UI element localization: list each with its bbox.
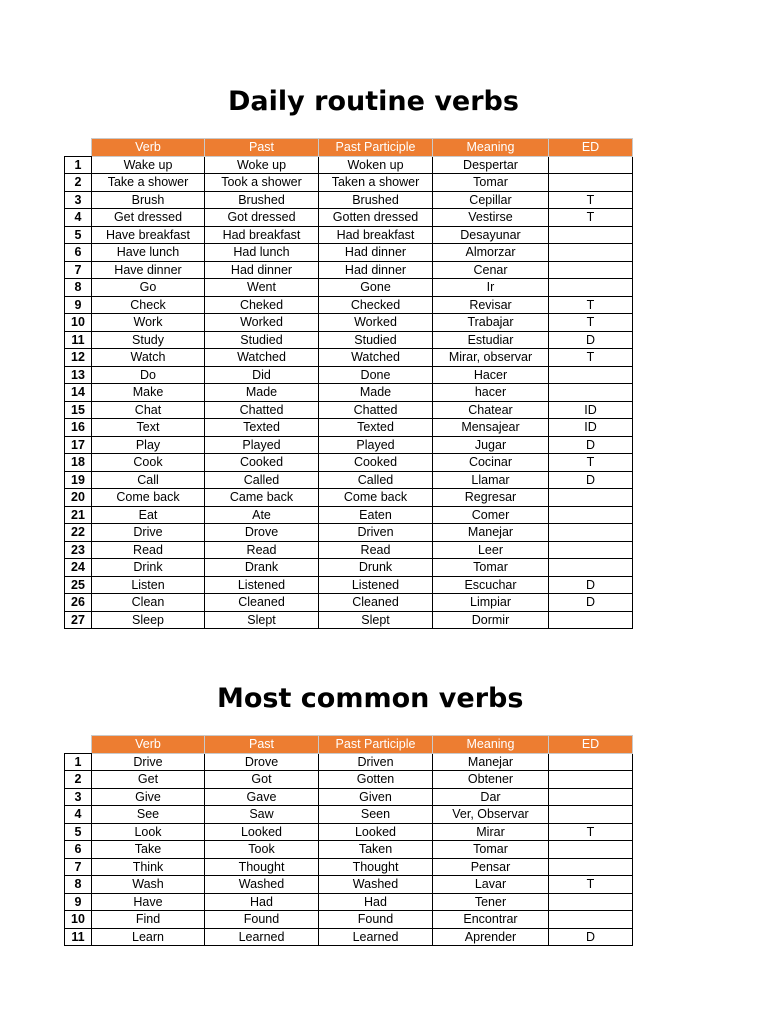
table-row — [65, 261, 633, 279]
row-number: 5 — [65, 823, 92, 841]
cell-meaning: Lavar — [433, 876, 549, 894]
row-number: 20 — [65, 489, 92, 507]
row-number: 8 — [65, 876, 92, 894]
cell-meaning: Tomar — [433, 559, 549, 577]
header-past-participle: Past Participle — [319, 139, 433, 157]
cell-meaning: Cenar — [433, 261, 549, 279]
table-row — [65, 471, 633, 489]
cell-meaning: Limpiar — [433, 594, 549, 612]
row-number: 13 — [65, 366, 92, 384]
row-number: 25 — [65, 576, 92, 594]
cell-verb: Drive — [92, 524, 205, 542]
table-row — [65, 506, 633, 524]
cell-past-participle: Looked — [319, 823, 433, 841]
cell-verb: Have dinner — [92, 261, 205, 279]
cell-past: Got dressed — [205, 209, 319, 227]
cell-ed: D — [549, 928, 633, 946]
cell-past-participle: Woken up — [319, 156, 433, 174]
most-common-verbs-table — [64, 735, 633, 946]
cell-ed — [549, 156, 633, 174]
row-number: 10 — [65, 911, 92, 929]
cell-past-participle: Seen — [319, 806, 433, 824]
row-number: 9 — [65, 296, 92, 314]
cell-ed: D — [549, 471, 633, 489]
table-row — [65, 594, 633, 612]
cell-ed — [549, 788, 633, 806]
cell-meaning: Manejar — [433, 524, 549, 542]
header-past-participle: Past Participle — [319, 736, 433, 754]
cell-past-participle: Driven — [319, 753, 433, 771]
cell-past-participle: Given — [319, 788, 433, 806]
cell-past-participle: Brushed — [319, 191, 433, 209]
cell-meaning: Almorzar — [433, 244, 549, 262]
row-number: 19 — [65, 471, 92, 489]
cell-past: Saw — [205, 806, 319, 824]
cell-past-participle: Come back — [319, 489, 433, 507]
table-row — [65, 893, 633, 911]
table-row — [65, 489, 633, 507]
header-past: Past — [205, 736, 319, 754]
row-number: 18 — [65, 454, 92, 472]
row-number: 2 — [65, 771, 92, 789]
cell-ed: D — [549, 594, 633, 612]
cell-ed — [549, 753, 633, 771]
cell-past: Washed — [205, 876, 319, 894]
cell-verb: Play — [92, 436, 205, 454]
table-row — [65, 156, 633, 174]
cell-meaning: Vestirse — [433, 209, 549, 227]
cell-ed: T — [549, 876, 633, 894]
cell-verb: Brush — [92, 191, 205, 209]
header-corner — [65, 139, 92, 157]
table-row — [65, 279, 633, 297]
cell-past: Cleaned — [205, 594, 319, 612]
table-row — [65, 401, 633, 419]
cell-meaning: Jugar — [433, 436, 549, 454]
cell-verb: Study — [92, 331, 205, 349]
cell-past: Drank — [205, 559, 319, 577]
cell-ed: T — [549, 349, 633, 367]
cell-past: Drove — [205, 753, 319, 771]
table-title-most-common: Most common verbs — [217, 683, 524, 714]
cell-verb: Wake up — [92, 156, 205, 174]
row-number: 14 — [65, 384, 92, 402]
cell-past: Brushed — [205, 191, 319, 209]
cell-verb: Cook — [92, 454, 205, 472]
cell-ed — [549, 524, 633, 542]
cell-past-participle: Studied — [319, 331, 433, 349]
table-row — [65, 928, 633, 946]
cell-verb: Have lunch — [92, 244, 205, 262]
cell-ed — [549, 174, 633, 192]
header-meaning: Meaning — [433, 736, 549, 754]
table-row — [65, 454, 633, 472]
cell-verb: Call — [92, 471, 205, 489]
table-row — [65, 876, 633, 894]
row-number: 22 — [65, 524, 92, 542]
row-number: 7 — [65, 858, 92, 876]
cell-past-participle: Cleaned — [319, 594, 433, 612]
cell-ed — [549, 841, 633, 859]
cell-past-participle: Done — [319, 366, 433, 384]
cell-past: Took — [205, 841, 319, 859]
table-row — [65, 174, 633, 192]
cell-verb: Do — [92, 366, 205, 384]
cell-past-participle: Driven — [319, 524, 433, 542]
cell-past-participle: Found — [319, 911, 433, 929]
cell-ed: T — [549, 823, 633, 841]
cell-past-participle: Thought — [319, 858, 433, 876]
cell-past-participle: Gotten dressed — [319, 209, 433, 227]
cell-verb: Learn — [92, 928, 205, 946]
cell-past-participle: Had dinner — [319, 244, 433, 262]
cell-past-participle: Worked — [319, 314, 433, 332]
cell-meaning: Leer — [433, 541, 549, 559]
cell-verb: Take a shower — [92, 174, 205, 192]
cell-ed — [549, 771, 633, 789]
cell-past-participle: Checked — [319, 296, 433, 314]
cell-meaning: Regresar — [433, 489, 549, 507]
row-number: 24 — [65, 559, 92, 577]
table-header-row — [65, 736, 633, 754]
cell-verb: Go — [92, 279, 205, 297]
cell-meaning: Encontrar — [433, 911, 549, 929]
daily-routine-verbs-table — [64, 138, 633, 629]
cell-meaning: Cepillar — [433, 191, 549, 209]
cell-verb: Come back — [92, 489, 205, 507]
row-number: 27 — [65, 611, 92, 629]
table-row — [65, 559, 633, 577]
table-row — [65, 911, 633, 929]
cell-verb: Have — [92, 893, 205, 911]
cell-past-participle: Taken a shower — [319, 174, 433, 192]
table-row — [65, 753, 633, 771]
cell-meaning: Ver, Observar — [433, 806, 549, 824]
cell-past-participle: Called — [319, 471, 433, 489]
cell-past: Made — [205, 384, 319, 402]
cell-past: Texted — [205, 419, 319, 437]
row-number: 10 — [65, 314, 92, 332]
cell-past-participle: Learned — [319, 928, 433, 946]
cell-ed — [549, 559, 633, 577]
row-number: 15 — [65, 401, 92, 419]
cell-ed: T — [549, 296, 633, 314]
cell-past: Looked — [205, 823, 319, 841]
cell-past: Had — [205, 893, 319, 911]
table-row — [65, 419, 633, 437]
cell-past-participle: Drunk — [319, 559, 433, 577]
cell-ed: D — [549, 436, 633, 454]
row-number: 26 — [65, 594, 92, 612]
row-number: 8 — [65, 279, 92, 297]
header-ed: ED — [549, 736, 633, 754]
row-number: 3 — [65, 191, 92, 209]
cell-past-participle: Cooked — [319, 454, 433, 472]
row-number: 6 — [65, 841, 92, 859]
cell-verb: Watch — [92, 349, 205, 367]
cell-verb: Work — [92, 314, 205, 332]
cell-past: Slept — [205, 611, 319, 629]
table-row — [65, 244, 633, 262]
cell-ed: D — [549, 576, 633, 594]
cell-past: Watched — [205, 349, 319, 367]
cell-past: Got — [205, 771, 319, 789]
cell-ed: T — [549, 454, 633, 472]
header-past: Past — [205, 139, 319, 157]
cell-meaning: Revisar — [433, 296, 549, 314]
cell-ed: ID — [549, 419, 633, 437]
cell-past-participle: Gotten — [319, 771, 433, 789]
cell-meaning: hacer — [433, 384, 549, 402]
row-number: 17 — [65, 436, 92, 454]
cell-past: Drove — [205, 524, 319, 542]
cell-verb: Drive — [92, 753, 205, 771]
table-row — [65, 524, 633, 542]
cell-ed — [549, 384, 633, 402]
cell-past: Went — [205, 279, 319, 297]
cell-verb: Listen — [92, 576, 205, 594]
cell-ed — [549, 911, 633, 929]
table-row — [65, 576, 633, 594]
cell-meaning: Dar — [433, 788, 549, 806]
row-number: 21 — [65, 506, 92, 524]
table-row — [65, 296, 633, 314]
table-header-row — [65, 139, 633, 157]
cell-past: Had dinner — [205, 261, 319, 279]
table-row — [65, 191, 633, 209]
row-number: 7 — [65, 261, 92, 279]
table-row — [65, 209, 633, 227]
cell-meaning: Trabajar — [433, 314, 549, 332]
cell-past-participle: Read — [319, 541, 433, 559]
table-row — [65, 349, 633, 367]
cell-ed — [549, 279, 633, 297]
cell-verb: Get dressed — [92, 209, 205, 227]
cell-meaning: Aprender — [433, 928, 549, 946]
cell-meaning: Pensar — [433, 858, 549, 876]
table-row — [65, 366, 633, 384]
cell-verb: Wash — [92, 876, 205, 894]
cell-past: Had lunch — [205, 244, 319, 262]
cell-past-participle: Played — [319, 436, 433, 454]
cell-ed — [549, 226, 633, 244]
cell-ed — [549, 261, 633, 279]
cell-past: Found — [205, 911, 319, 929]
cell-verb: Think — [92, 858, 205, 876]
cell-past: Cheked — [205, 296, 319, 314]
cell-ed — [549, 806, 633, 824]
cell-past-participle: Gone — [319, 279, 433, 297]
row-number: 12 — [65, 349, 92, 367]
cell-meaning: Obtener — [433, 771, 549, 789]
cell-meaning: Tomar — [433, 841, 549, 859]
cell-meaning: Desayunar — [433, 226, 549, 244]
row-number: 6 — [65, 244, 92, 262]
cell-verb: Sleep — [92, 611, 205, 629]
table-row — [65, 841, 633, 859]
cell-past: Listened — [205, 576, 319, 594]
cell-ed: D — [549, 331, 633, 349]
header-meaning: Meaning — [433, 139, 549, 157]
row-number: 16 — [65, 419, 92, 437]
cell-meaning: Mirar, observar — [433, 349, 549, 367]
cell-past-participle: Watched — [319, 349, 433, 367]
row-number: 9 — [65, 893, 92, 911]
cell-past-participle: Texted — [319, 419, 433, 437]
header-corner — [65, 736, 92, 754]
cell-past-participle: Had breakfast — [319, 226, 433, 244]
cell-past-participle: Taken — [319, 841, 433, 859]
cell-past: Came back — [205, 489, 319, 507]
cell-verb: Get — [92, 771, 205, 789]
cell-meaning: Estudiar — [433, 331, 549, 349]
row-number: 11 — [65, 928, 92, 946]
cell-past: Worked — [205, 314, 319, 332]
cell-ed — [549, 244, 633, 262]
cell-ed: T — [549, 314, 633, 332]
table-row — [65, 226, 633, 244]
cell-meaning: Mensajear — [433, 419, 549, 437]
cell-meaning: Comer — [433, 506, 549, 524]
cell-ed — [549, 366, 633, 384]
cell-meaning: Chatear — [433, 401, 549, 419]
cell-meaning: Ir — [433, 279, 549, 297]
table-title-daily-routine: Daily routine verbs — [228, 86, 519, 117]
cell-past: Played — [205, 436, 319, 454]
cell-past: Woke up — [205, 156, 319, 174]
cell-verb: Drink — [92, 559, 205, 577]
cell-ed: T — [549, 209, 633, 227]
cell-past-participle: Listened — [319, 576, 433, 594]
cell-past: Chatted — [205, 401, 319, 419]
cell-past: Read — [205, 541, 319, 559]
cell-meaning: Tomar — [433, 174, 549, 192]
cell-ed — [549, 858, 633, 876]
cell-past-participle: Had dinner — [319, 261, 433, 279]
cell-past-participle: Made — [319, 384, 433, 402]
cell-verb: Read — [92, 541, 205, 559]
cell-past: Cooked — [205, 454, 319, 472]
table-row — [65, 823, 633, 841]
cell-past: Thought — [205, 858, 319, 876]
table-row — [65, 384, 633, 402]
table-row — [65, 436, 633, 454]
cell-past-participle: Washed — [319, 876, 433, 894]
cell-ed: ID — [549, 401, 633, 419]
cell-past: Took a shower — [205, 174, 319, 192]
cell-verb: Make — [92, 384, 205, 402]
cell-verb: See — [92, 806, 205, 824]
cell-past: Gave — [205, 788, 319, 806]
cell-past: Had breakfast — [205, 226, 319, 244]
table-row — [65, 788, 633, 806]
row-number: 1 — [65, 753, 92, 771]
table-row — [65, 541, 633, 559]
cell-meaning: Hacer — [433, 366, 549, 384]
header-verb: Verb — [92, 736, 205, 754]
cell-ed: T — [549, 191, 633, 209]
cell-ed — [549, 506, 633, 524]
cell-verb: Look — [92, 823, 205, 841]
cell-meaning: Dormir — [433, 611, 549, 629]
table-row — [65, 611, 633, 629]
cell-past: Ate — [205, 506, 319, 524]
cell-meaning: Tener — [433, 893, 549, 911]
cell-ed — [549, 489, 633, 507]
cell-verb: Clean — [92, 594, 205, 612]
table-row — [65, 314, 633, 332]
row-number: 3 — [65, 788, 92, 806]
cell-ed — [549, 611, 633, 629]
cell-past: Called — [205, 471, 319, 489]
cell-past: Did — [205, 366, 319, 384]
table-row — [65, 806, 633, 824]
cell-past-participle: Chatted — [319, 401, 433, 419]
cell-past: Studied — [205, 331, 319, 349]
cell-meaning: Despertar — [433, 156, 549, 174]
table-row — [65, 771, 633, 789]
cell-verb: Give — [92, 788, 205, 806]
cell-meaning: Manejar — [433, 753, 549, 771]
cell-past-participle: Had — [319, 893, 433, 911]
row-number: 5 — [65, 226, 92, 244]
cell-past-participle: Eaten — [319, 506, 433, 524]
row-number: 11 — [65, 331, 92, 349]
row-number: 2 — [65, 174, 92, 192]
row-number: 23 — [65, 541, 92, 559]
cell-verb: Check — [92, 296, 205, 314]
cell-ed — [549, 893, 633, 911]
cell-verb: Chat — [92, 401, 205, 419]
cell-meaning: Escuchar — [433, 576, 549, 594]
cell-verb: Text — [92, 419, 205, 437]
header-verb: Verb — [92, 139, 205, 157]
cell-verb: Eat — [92, 506, 205, 524]
cell-verb: Have breakfast — [92, 226, 205, 244]
cell-meaning: Mirar — [433, 823, 549, 841]
header-ed: ED — [549, 139, 633, 157]
cell-meaning: Cocinar — [433, 454, 549, 472]
row-number: 4 — [65, 806, 92, 824]
table-row — [65, 331, 633, 349]
cell-verb: Take — [92, 841, 205, 859]
cell-past: Learned — [205, 928, 319, 946]
cell-ed — [549, 541, 633, 559]
cell-meaning: Llamar — [433, 471, 549, 489]
cell-past-participle: Slept — [319, 611, 433, 629]
row-number: 4 — [65, 209, 92, 227]
row-number: 1 — [65, 156, 92, 174]
table-row — [65, 858, 633, 876]
cell-verb: Find — [92, 911, 205, 929]
